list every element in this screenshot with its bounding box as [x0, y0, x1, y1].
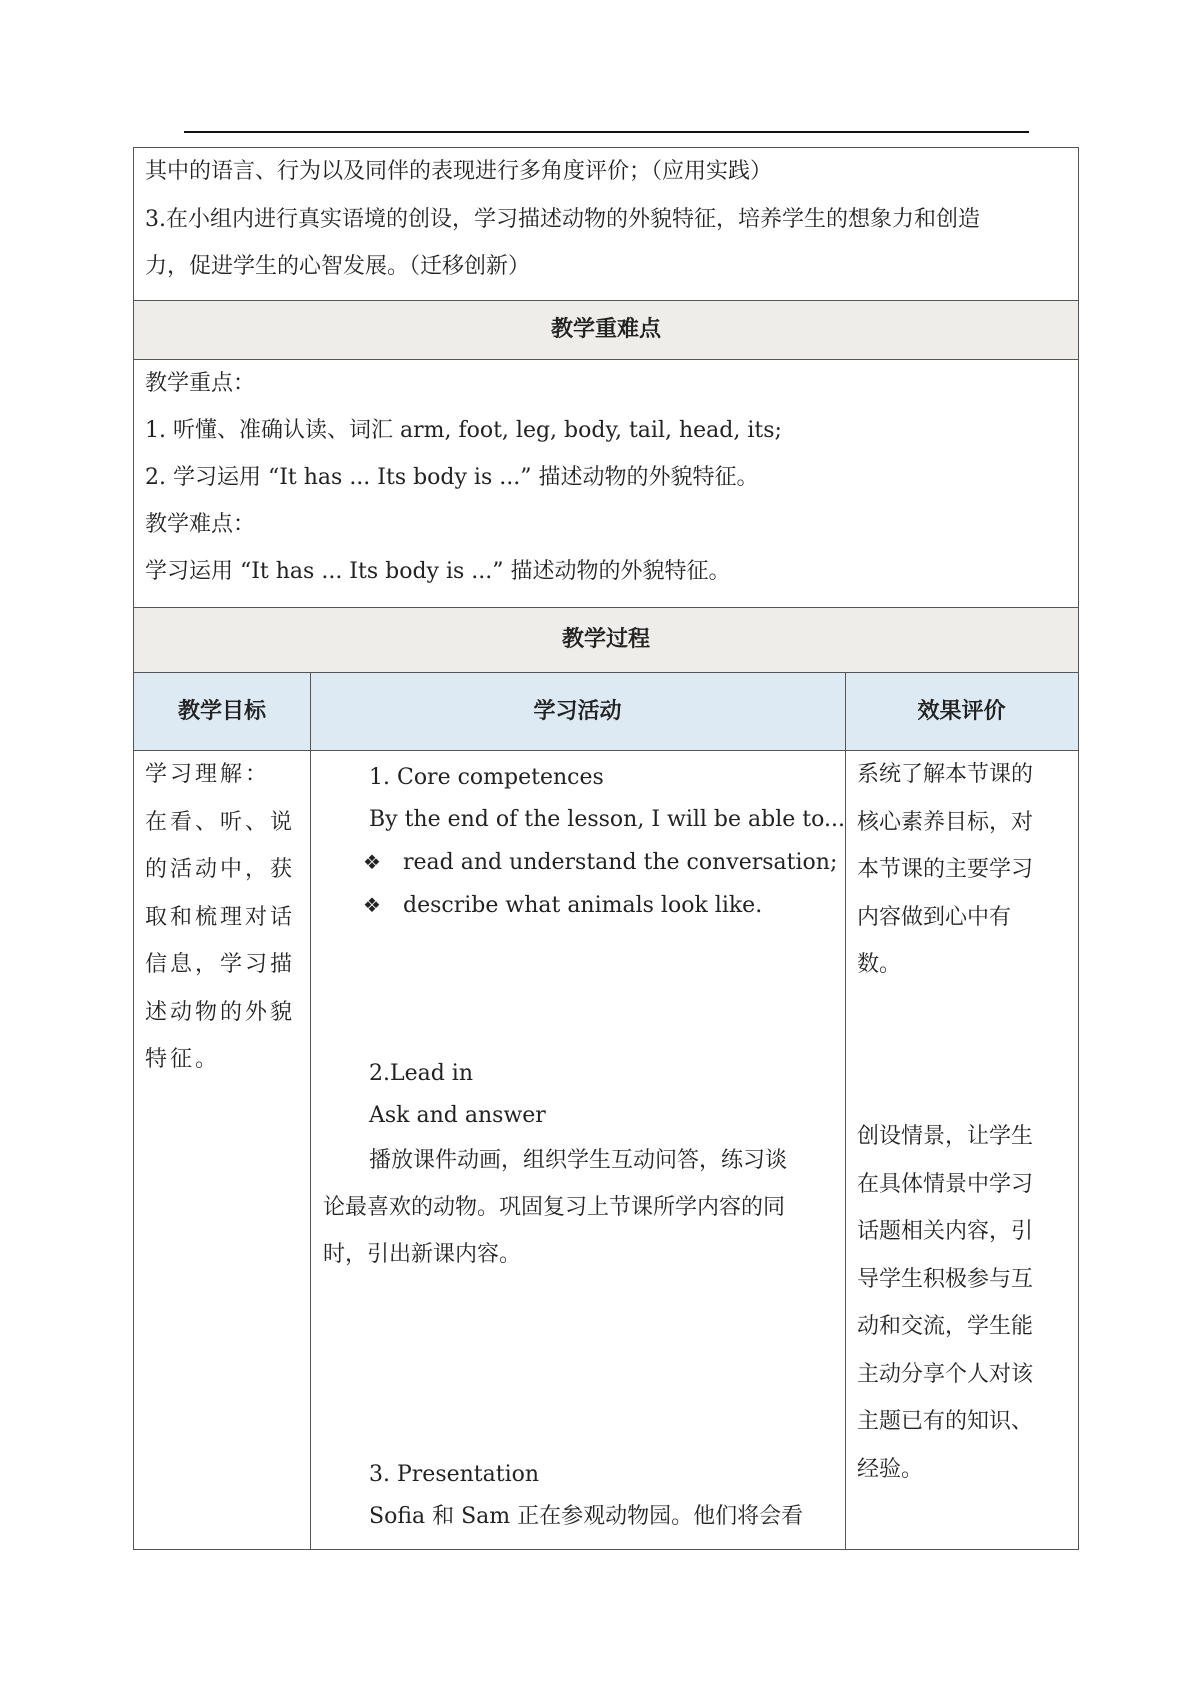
activity-2-line: 播放课件动画，组织学生互动问答，练习谈: [369, 1148, 788, 1173]
evaluation-line: 经验。: [857, 1456, 924, 1482]
activity-3-line: Sofia 和 Sam 正在参观动物园。他们将会看: [369, 1504, 804, 1529]
evaluation-line: 主题已有的知识、: [857, 1409, 1034, 1434]
evaluation-line: 动和交流，学生能: [857, 1314, 1034, 1339]
column-header-activity: 学习活动: [533, 699, 622, 724]
key-points-body: [134, 360, 1078, 595]
evaluation-line: 主动分享个人对该: [857, 1361, 1034, 1387]
header-rule: [184, 131, 1029, 133]
lesson-plan-table: [133, 147, 1079, 1550]
key-points-heading: 教学重难点: [134, 301, 1078, 359]
goal-cell: [145, 751, 305, 1084]
key-point-line: 教学重点：: [145, 371, 256, 396]
evaluation-line: 本节课的主要学习: [857, 857, 1034, 882]
activity-1-intro: By the end of the lesson, I will be able to...: [369, 807, 845, 832]
goal-line: 学习理解：: [145, 762, 271, 787]
evaluation-line: 内容做到心中有: [857, 904, 1012, 930]
activity-1-bullet: ❖ describe what animals look like.: [323, 884, 838, 927]
goal-line: 特征。: [145, 1047, 221, 1072]
column-header-evaluation: 效果评价: [917, 699, 1006, 724]
intro-line: 其中的语言、行为以及同伴的表现进行多角度评价；（应用实践）: [145, 159, 773, 184]
process-column-headers: [134, 673, 1078, 750]
evaluation-cell-1: [857, 751, 1072, 989]
key-point-line: 学习运用 “It has ... Its body is ...” 描述动物的外貌特征。: [145, 559, 731, 584]
activity-2-subtitle: Ask and answer: [369, 1103, 546, 1128]
activity-3-title: 3. Presentation: [369, 1462, 540, 1487]
evaluation-line: 在具体情景中学习: [857, 1171, 1034, 1197]
bullet-icon: ❖: [363, 893, 381, 917]
key-point-line: 2. 学习运用 “It has ... Its body is ...” 描述动物的外貌特征。: [145, 465, 759, 490]
activity-2-title: 2.Lead in: [369, 1061, 474, 1086]
evaluation-line: 导学生积极参与互: [857, 1266, 1034, 1292]
evaluation-line: 数。: [857, 952, 902, 977]
activity-1-bullet: ❖ read and understand the conversation;: [323, 841, 838, 884]
intro-line: 3.在小组内进行真实语境的创设，学习描述动物的外貌特征，培养学生的想象力和创造: [145, 206, 980, 232]
evaluation-line: 核心素养目标，对: [857, 809, 1034, 835]
evaluation-line: 系统了解本节课的: [857, 762, 1034, 787]
column-header-goal: 教学目标: [177, 699, 266, 724]
goal-line: 述动物的外貌: [145, 999, 296, 1025]
evaluation-line: 话题相关内容，引: [857, 1219, 1034, 1244]
activity-2-line: 时，引出新课内容。: [323, 1242, 522, 1267]
key-point-line: 1. 听懂、准确认读、词汇 arm, foot, leg, body, tail, head, its;: [145, 418, 782, 443]
activity-cell: [323, 757, 845, 1538]
evaluation-cell-2: [857, 1113, 1072, 1493]
goal-line: 信息，学习描: [145, 952, 296, 977]
intro-line: 力，促进学生的心智发展。（迁移创新）: [145, 254, 531, 279]
activity-2-line: 论最喜欢的动物。巩固复习上节课所学内容的同: [323, 1195, 786, 1220]
activity-1-title: 1. Core competences: [369, 765, 604, 790]
evaluation-line: 创设情景，让学生: [857, 1124, 1034, 1149]
intro-section: [134, 148, 1078, 291]
key-point-line: 教学难点：: [145, 512, 256, 537]
goal-line: 在看、听、说: [145, 809, 296, 835]
process-heading: 教学过程: [134, 608, 1078, 672]
bullet-icon: ❖: [363, 850, 381, 874]
goal-line: 的活动中，获: [145, 857, 296, 882]
goal-line: 取和梳理对话: [145, 904, 296, 930]
